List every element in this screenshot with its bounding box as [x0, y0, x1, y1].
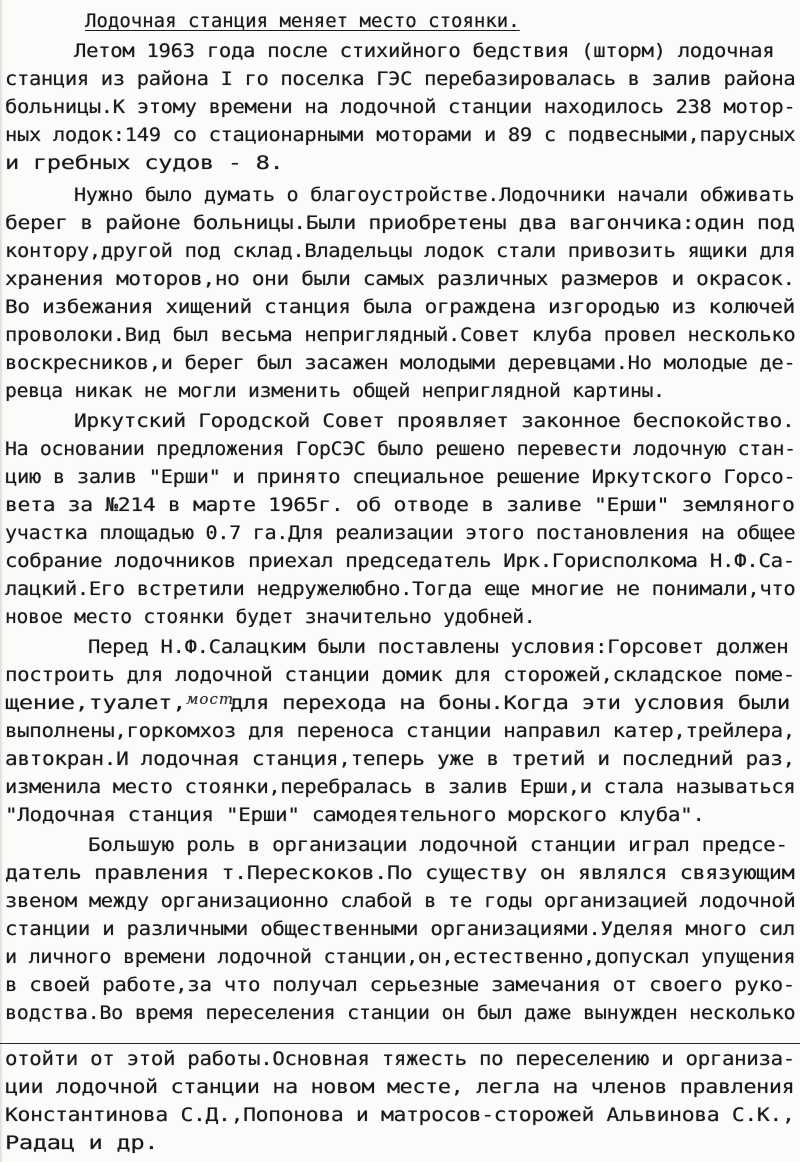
text-line: Во избежания хищений станция была ограждена изгородью из колючей [5, 296, 795, 318]
text-line: и личного времени лодочной станции,он,естественно,допускал упущения [5, 946, 796, 968]
text-line: автокран.И лодочная станция,теперь уже в третий и последний раз, [5, 748, 795, 770]
text-line: воскресников,и берег был засажен молодыми деревцами.Но молодые де- [5, 352, 796, 374]
handwritten-insert: мост [186, 690, 235, 708]
text-line: в своей работе,за что получал серьезные замечания от своего руко- [5, 974, 795, 996]
text-line: датель правления т.Перескоков.По существу он являлся связующим [5, 862, 795, 884]
text-line: Перед Н.Ф.Салацким были поставлены условия:Горсовет должен [88, 636, 789, 658]
text-line: новое место стоянки будет значительно удобней. [5, 606, 536, 628]
text-line: щение,туалет, [5, 692, 187, 714]
text-line: для перехода на боны.Когда эти условия были [230, 692, 790, 714]
text-line: ции лодочной станции на новом месте, легла на членов правления [5, 1076, 795, 1098]
text-line: изменила место стоянки,перебралась в залив Ерши,и стала называться [5, 776, 796, 798]
text-line: цию в залив "Ерши" и принято специальное решение Иркутского Горсо- [5, 466, 796, 488]
text-line: Летом 1963 года после стихийного бедствия (шторм) лодочная [74, 40, 775, 62]
text-line: Большую роль в организации лодочной станции играл предсе- [88, 834, 788, 856]
text-line: На основании предложения ГорСЭС было решено перевести лодочную стан- [5, 438, 796, 460]
text-line: выполнены,горкомхоз для переноса станции направил катер,трейлера, [5, 720, 795, 742]
text-line: Иркутский Городской Совет проявляет законное беспокойство. [74, 410, 795, 432]
text-line: лацкий.Его встретили недружелюбно.Тогда еще многие не понимали,что [5, 578, 796, 600]
text-line: построить для лодочной станции домик для сторожей,складское поме- [5, 664, 795, 686]
text-line: и гребных судов - 8. [5, 152, 284, 174]
text-line: хранения моторов,но они были самых различных размеров и окрасок. [5, 268, 795, 290]
text-line: станции и различными общественными организациями.Уделяя много сил [5, 918, 795, 940]
text-line: контору,другой под склад.Владельцы лодок стали привозить ящики для [5, 240, 796, 262]
text-line: "Лодочная станция "Ерши" самодеятельного морского клуба". [5, 804, 705, 826]
text-line: больницы.К этому времени на лодочной станции находилось 238 мотор- [5, 96, 796, 118]
page-divider [0, 1043, 800, 1044]
text-line: собрание лодочников приехал председатель Ирк.Горисполкома Н.Ф.Са- [5, 550, 795, 572]
text-line: участка площадью 0.7 га.Для реализации этого постановления на общее [5, 522, 796, 544]
document-title: Лодочная станция меняет место стоянки. [85, 10, 520, 32]
text-line: Константинова С.Д.,Попонова и матросов-сторожей Альвинова С.К., [5, 1104, 795, 1126]
scan-edge [0, 0, 3, 1162]
text-line: водства.Во время переселения станции он был даже вынужден несколько [5, 1002, 796, 1024]
text-line: ревца никак не могли изменить общей неприглядной картины. [5, 380, 665, 402]
text-line: Нужно было думать о благоустройстве.Лодочники начали обживать [74, 184, 795, 206]
text-line: ных лодок:149 со стационарными моторами и 89 с подвесными,парусных [5, 124, 796, 146]
text-line: проволоки.Вид был весьма неприглядный.Совет клуба провел несколько [5, 324, 796, 346]
text-line: Радац и др. [5, 1132, 159, 1154]
text-line: отойти от этой работы.Основная тяжесть по переселению и организа- [5, 1048, 795, 1070]
text-line: вета за №214 в марте 1965г. об отводе в заливе "Ерши" земляного [5, 494, 795, 516]
text-line: берег в районе больницы.Были приобретены два вагончика:один под [5, 212, 795, 234]
text-line: станция из района I го поселка ГЭС перебазировалась в залив района [5, 68, 796, 90]
text-line: звеном между организационно слабой в те годы организацией лодочной [5, 890, 796, 912]
